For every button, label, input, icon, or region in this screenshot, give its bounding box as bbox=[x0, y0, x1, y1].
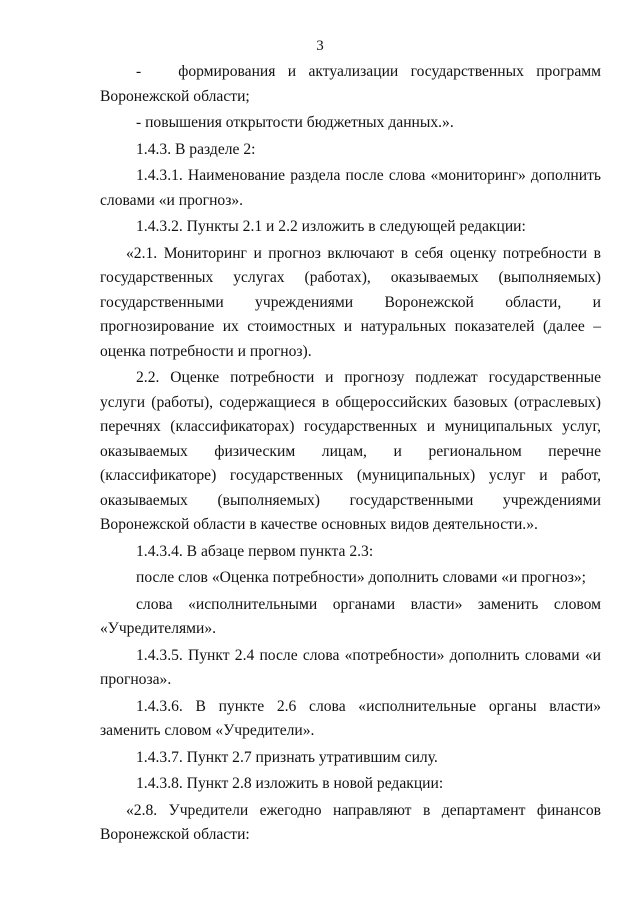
paragraph-2-8: «2.8. Учредители ежегодно направляют в департамент финансов Воронежской области: bbox=[100, 801, 601, 843]
paragraph-2-2: 2.2. Оценке потребности и прогнозу подлежат государственные услуги (работы), содержащиеся в общероссийских базовых (отраслевых) перечнях (классификаторах) государственных и муниципальных услуг, оказываемых физическим лицам, и региональном перечне (классификаторе) государственных (муниципальных) услуг и работ, оказываемых (выполняемых) государственными учреждениями Воронежской области в качестве основных видов деятельности.». bbox=[100, 369, 601, 533]
paragraph-1-4-3: 1.4.3. В разделе 2: bbox=[136, 140, 256, 158]
paragraph-replace-words: слова «исполнительными органами власти» заменить словом «Учредителями». bbox=[100, 595, 601, 637]
paragraph-bullet-programs: - формирования и актуализации государственных программ Воронежской области; bbox=[100, 63, 601, 105]
paragraph-1-4-3-4: 1.4.3.4. В абзаце первом пункта 2.3: bbox=[136, 542, 374, 560]
paragraph-1-4-3-2: 1.4.3.2. Пункты 2.1 и 2.2 изложить в следующей редакции: bbox=[136, 218, 526, 235]
paragraph-2-1: «2.1. Мониторинг и прогноз включают в себя оценку потребности в государственных услугах (работах), оказываемых (выполняемых) государственными учреждениями Воронежской области, и прогнозирование их стоимостных и натуральных показателей (далее – оценка потребности и прогноз). bbox=[100, 244, 601, 360]
paragraph-1-4-3-6: 1.4.3.6. В пункте 2.6 слова «исполнительные органы власти» заменить словом «Учредители». bbox=[100, 697, 601, 739]
document-body bbox=[100, 60, 601, 850]
paragraph-1-4-3-1: 1.4.3.1. Наименование раздела после слова «мониторинг» дополнить словами «и прогноз». bbox=[100, 167, 601, 209]
paragraph-after-words: после слов «Оценка потребности» дополнить словами «и прогноз»; bbox=[136, 569, 587, 586]
paragraph-1-4-3-8: 1.4.3.8. Пункт 2.8 изложить в новой редакции: bbox=[136, 775, 444, 792]
paragraph-1-4-3-7: 1.4.3.7. Пункт 2.7 признать утратившим силу. bbox=[136, 748, 438, 766]
paragraph-1-4-3-5: 1.4.3.5. Пункт 2.4 после слова «потребности» дополнить словами «и прогноза». bbox=[100, 646, 601, 688]
page-number: 3 bbox=[316, 38, 324, 54]
paragraph-bullet-transparency: - повышения открытости бюджетных данных.». bbox=[136, 114, 454, 131]
